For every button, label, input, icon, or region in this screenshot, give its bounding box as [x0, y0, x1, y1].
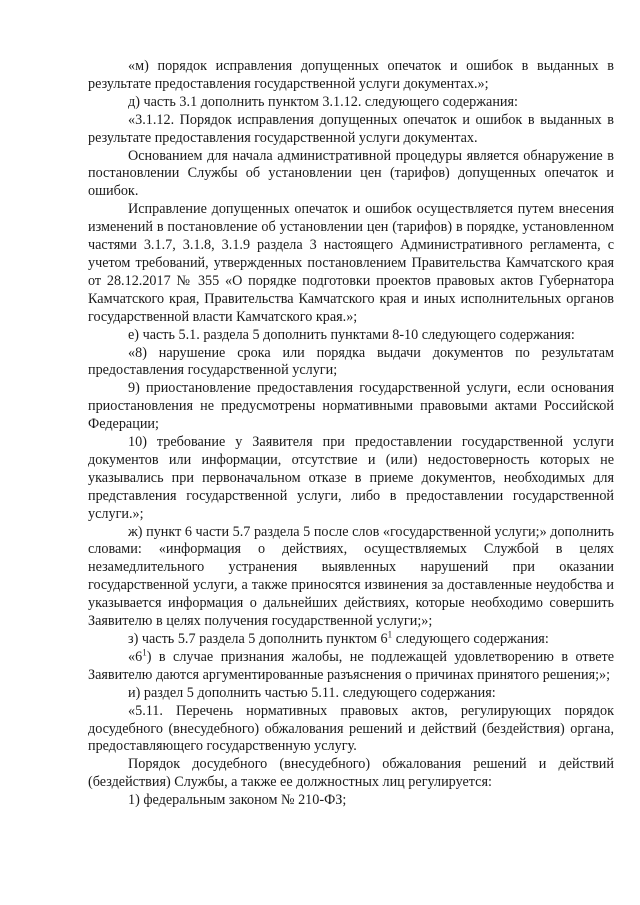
paragraph-d: д) часть 3.1 дополнить пунктом 3.1.12. следующего содержания:: [128, 93, 518, 110]
paragraph-item-6-1: [88, 649, 614, 685]
paragraph-item-9: 9) приостановление предоставления государственной услуги, если основания приостановления не предусмотрены нормативными правовыми актами Российской Федерации;: [88, 380, 614, 433]
paragraph-6-1-text: «6: [128, 648, 143, 665]
paragraph-e: е) часть 5.1. раздела 5 дополнить пунктами 8-10 следующего содержания:: [128, 326, 575, 343]
paragraph-z: [88, 631, 614, 649]
paragraph-3-1-12: «3.1.12. Порядок исправления допущенных опечаток и ошибок в выданных в результате предоставления государственной услуги документах.: [88, 111, 614, 146]
paragraph-5-11: «5.11. Перечень нормативных правовых актов, регулирующих порядок досудебного (внесудебного) обжалования решений и действий (бездействия) органа, предоставляющего государственную услугу.: [88, 702, 614, 755]
paragraph-basis: Основанием для начала административной процедуры является обнаружение в постановлении Службы об установлении цен (тарифов) допущенных опечаток и ошибок.: [88, 147, 614, 200]
paragraph-z-text: з) часть 5.7 раздела 5 дополнить пунктом 6: [128, 631, 388, 647]
document-page: [88, 58, 614, 810]
paragraph-z-text-end: следующего содержания:: [392, 631, 549, 647]
paragraph-correction: Исправление допущенных опечаток и ошибок осуществляется путем внесения изменений в постановление об установлении цен (тарифов) в порядке, установленном частями 3.1.7, 3.1.8, 3.1.9 раздела 3 настоящего Административного регламента, с учетом требований, утвержденных постановлением Правительства Камчатского края от 28.12.2017 № 355 «О порядке подготовки проектов правовых актов Губернатора Камчатского края, Правительства Камчатского края и иных исполнительных органов государственной власти Камчатского края.»;: [88, 201, 614, 325]
paragraph-appeal-order: Порядок досудебного (внесудебного) обжалования решений и действий (бездействия) Службы, а также ее должностных лиц регулируется:: [88, 756, 614, 791]
paragraph-law-210: 1) федеральным законом № 210-ФЗ;: [128, 792, 347, 809]
paragraph-zh: ж) пункт 6 части 5.7 раздела 5 после слов «государственной услуги;» дополнить словами: «информация о действиях, осуществляемых Службой в целях незамедлительного устранения выявленных нарушений при оказании государственной услуги, а также приносятся извинения за доставленные неудобства и указывается информация о дальнейших действиях, которые необходимо совершить Заявителю в целях получения государственной услуги;»;: [88, 523, 614, 630]
paragraph-item-10: 10) требование у Заявителя при предоставлении государственной услуги документов или информации, отсутствие и (или) недостоверность которых не указывались при первоначальном отказе в приеме документов, необходимых для представления государственной услуги, либо в предоставлении государственной услуги.»;: [88, 434, 614, 522]
superscript: 1: [387, 629, 393, 640]
superscript: 1: [142, 647, 147, 658]
paragraph-6-1-text-end: ) в случае признания жалобы, не подлежащей удовлетворению в ответе Заявителю даются аргументированные разъяснения о причинах принятого решения;»;: [88, 648, 614, 683]
paragraph-i: и) раздел 5 дополнить частью 5.11. следующего содержания:: [128, 684, 496, 701]
paragraph-item-8: «8) нарушение срока или порядка выдачи документов по результатам предоставления государственной услуги;: [88, 344, 614, 379]
paragraph-m: «м) порядок исправления допущенных опечаток и ошибок в выданных в результате предоставления государственной услуги документах.»;: [88, 58, 614, 92]
